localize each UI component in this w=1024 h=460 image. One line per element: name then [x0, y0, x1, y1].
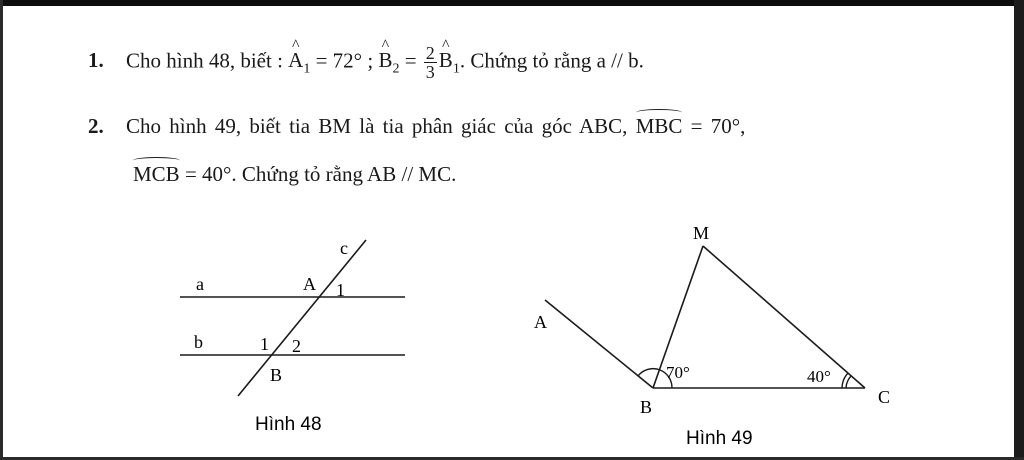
label-b: b [194, 332, 203, 352]
angle-A1: 1 [336, 280, 345, 300]
figure-48 [160, 230, 460, 450]
problem-2-val1: = 70°, [690, 114, 746, 138]
fraction-numerator: 2 [425, 43, 435, 63]
angle-B1: 1 [260, 334, 269, 354]
fraction [424, 44, 437, 81]
problem-1-sep: ; [367, 48, 374, 73]
angle-mcb: MCB [133, 162, 180, 186]
label-c: c [340, 238, 348, 258]
line-c [238, 240, 366, 396]
angle-mbc: MBC [635, 114, 683, 138]
angle-B2: 2 [292, 336, 301, 356]
problem-1-eq1: = 72° [315, 48, 363, 73]
segment-MC [703, 246, 865, 388]
problem-2-val2: = 40°. Chứng tỏ rằng AB // MC. [184, 162, 457, 186]
problem-2-line2 [133, 164, 456, 185]
angle-b1-sub: 1 [452, 61, 460, 77]
problem-2-line1: Cho hình 49, biết tia BM là tia phân giác của góc ABC, [126, 114, 628, 138]
right-border [1014, 0, 1024, 460]
problem-2-number: 2. [88, 114, 104, 138]
left-border [0, 0, 3, 460]
caption-48: Hình 48 [255, 414, 322, 435]
problem-1-number: 1. [88, 48, 104, 73]
problem-2 [88, 116, 745, 137]
angle-C-value: 40° [807, 367, 831, 386]
angle-a-letter: ^ A [288, 50, 303, 71]
angle-b-sub: 2 [392, 61, 400, 77]
angle-arc-C-2 [842, 373, 848, 388]
label-B: B [640, 397, 653, 417]
label-A: A [303, 274, 316, 294]
label-M: M [693, 223, 710, 243]
angle-b1-letter: ^ B [439, 50, 453, 71]
label-a: a [196, 274, 204, 294]
angle-B-value: 70° [666, 363, 690, 382]
angle-arc-C [846, 376, 851, 388]
top-border [0, 0, 1024, 6]
fraction-denominator: 3 [425, 62, 435, 82]
problem-1 [88, 44, 644, 81]
problem-1-text-a: Cho hình 48, biết : [126, 48, 283, 73]
angle-a-sub: 1 [303, 61, 311, 77]
label-A: A [534, 312, 547, 332]
problem-1-eq2: = [404, 48, 417, 73]
label-C: C [878, 387, 891, 407]
angle-b-letter: ^ B [378, 50, 392, 71]
ray-BA [545, 300, 653, 388]
problem-1-text-b: . Chứng tỏ rằng a // b. [459, 48, 644, 73]
caption-49: Hình 49 [686, 428, 753, 449]
figure-49 [520, 222, 920, 452]
label-B: B [270, 365, 283, 385]
